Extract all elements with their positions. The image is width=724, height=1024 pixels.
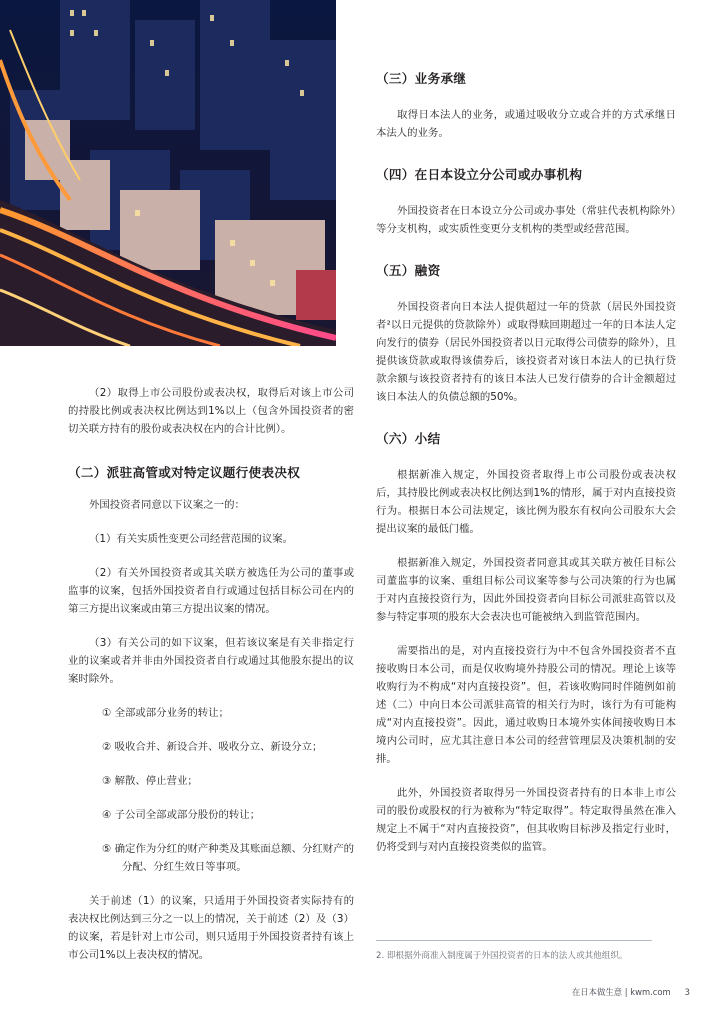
paragraph: 此外，外国投资者取得另一外国投资者持有的日本非上市公司的股份或股权的行为被称为“特定取得”。特定取得虽然在准入规定上不属于“对内直接投资”，但其收购目标涉及指定行业时，仍将受到与对内直接投资类似的监管。 — [376, 787, 676, 853]
paragraph: 需要指出的是，对内直接投资行为中不包含外国投资者不直接收购日本公司，而是仅收购境外持股公司的情况。理论上该等收购行为不构成“对内直接投资”。但，若该收购同时伴随例如前述（二）中向日本公司派驻高管的相关行为时，该行为有可能构成“对内直接投资”。因此，通过收购日本境外实体间接收购日本境内公司时，应尤其注意日本公司的经营管理层及决策机制的安排。 — [376, 645, 676, 765]
left-column — [68, 384, 354, 964]
paragraph: 根据新准入规定，外国投资者同意其或其关联方被任目标公司董监事的议案、重组目标公司议案等参与公司决策的行为也属于对内直接投资行为，因此外国投资者向目标公司派驻高管以及参与特定事项的股东大会表决也可能被纳入到监管范围内。 — [376, 557, 676, 623]
paragraph: 取得日本法人的业务，或通过吸收分立或合并的方式承继日本法人的业务。 — [376, 109, 676, 139]
paragraph: （2）取得上市公司股份或表决权，取得后对该上市公司的持股比例或表决权比例达到1%以上（包含外国投资者的密切关联方持有的股份或表决权在内的合计比例）。 — [68, 387, 354, 435]
paragraph: 外国投资者在日本设立分公司或办事处（常驻代表机构除外）等分支机构，或实质性变更分支机构的类型或经营范围。 — [376, 205, 676, 235]
page-number: 3 — [684, 987, 690, 997]
paragraph: （2）有关外国投资者或其关联方被选任为公司的董事或监事的议案，包括外国投资者自行或通过包括目标公司在内的第三方提出议案或由第三方提出议案的情况。 — [68, 567, 354, 615]
footnote: 2. 即根据外商准入制度属于外国投资者的日本的法人或其他组织。 — [376, 951, 628, 961]
section-heading: （二）派驻高管或对特定议题行使表决权 — [68, 465, 301, 480]
list-item: ⑤ 确定作为分红的财产种类及其账面总额、分红财产的分配、分红生效日等事项。 — [102, 843, 354, 873]
paragraph: 关于前述（1）的议案，只适用于外国投资者实际持有的表决权比例达到三分之一以上的情况，关于前述（2）及（3）的议案，若是针对上市公司，则只适用于外国投资者持有该上市公司1%以上表决权的情况。 — [68, 895, 354, 961]
paragraph: （3）有关公司的如下议案，但若该议案是有关非指定行业的议案或者并非由外国投资者自行或通过其他股东提出的议案时除外。 — [68, 637, 354, 685]
footnote-divider — [376, 940, 652, 941]
footer-text: 在日本做生意 | kwm.com — [571, 987, 671, 997]
list-item: ② 吸收合并、新设合并、吸收分立、新设分立； — [102, 741, 323, 753]
list-item: ① 全部或部分业务的转让； — [102, 707, 229, 719]
section-heading: （五）融资 — [376, 263, 441, 278]
paragraph: 根据新准入规定，外国投资者取得上市公司股份或表决权后，其持股比例或表决权比例达到1%的情形，属于对内直接投资行为。根据日本公司法规定，该比例为股东有权向公司股东大会提出议案的最低门槛。 — [376, 469, 676, 535]
section-heading: （四）在日本设立分公司或办事机构 — [376, 167, 583, 182]
section-heading: （六）小结 — [376, 431, 441, 446]
paragraph: 外国投资者向日本法人提供超过一年的贷款（居民外国投资者²以日元提供的贷款除外）或取得赎回期超过一年的日本法人定向发行的债券（居民外国投资者以日元取得公司债券的除外），且提供该贷款或取得该债券后，该投资者对该日本法人的已执行贷款余额与该投资者持有的该日本法人已发行债券的合计金额超过该日本法人的负债总额的50%。 — [376, 301, 676, 403]
page-footer — [540, 986, 690, 998]
right-column — [376, 70, 676, 856]
section-heading: （三）业务承继 — [376, 71, 467, 86]
paragraph: （1）有关实质性变更公司经营范围的议案。 — [89, 533, 294, 545]
list-item: ③ 解散、停止营业； — [102, 775, 198, 787]
paragraph: 外国投资者同意以下议案之一的： — [89, 499, 245, 511]
city-night-photo — [0, 0, 336, 346]
list-item: ④ 子公司全部或部分股份的转让； — [102, 809, 261, 821]
